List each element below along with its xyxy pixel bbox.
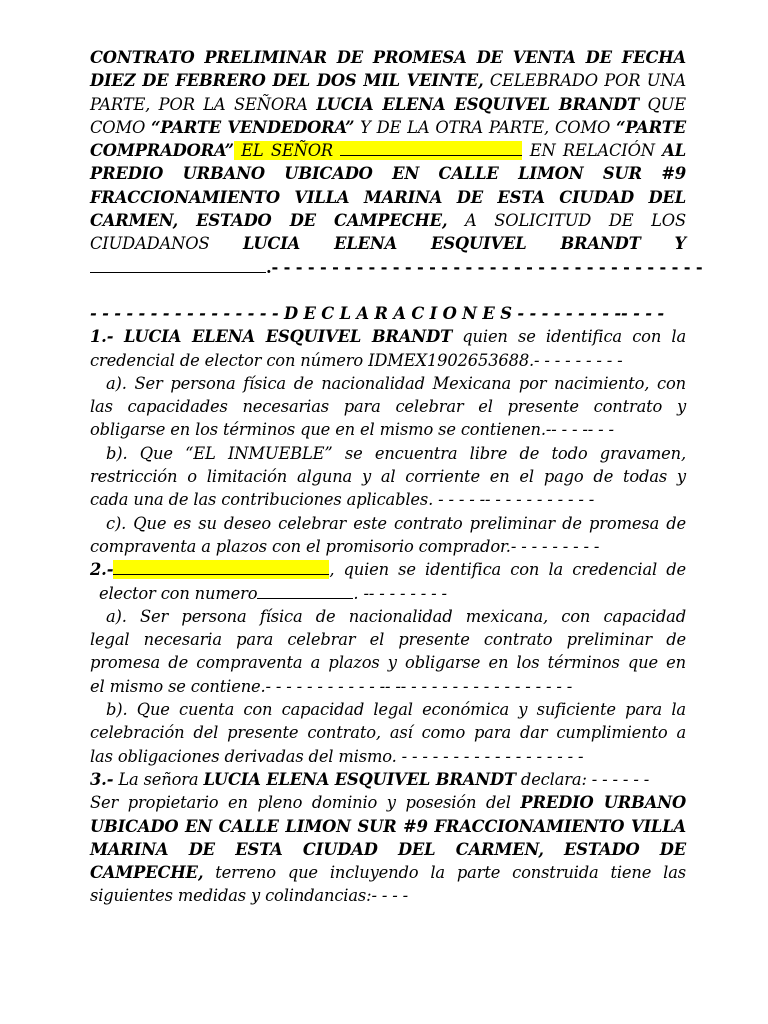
d3-text: declara: - - - - - - xyxy=(515,769,650,789)
header-text: A SOLICITUD DE LOS xyxy=(447,211,686,231)
d2-a-line-1: a). Ser persona física de nacionalidad mexicana, con capacidad xyxy=(106,606,686,626)
d1-text: quien se identifica con la xyxy=(452,327,686,347)
d1-name: LUCIA ELENA ESQUIVEL BRANDT xyxy=(113,327,453,347)
header-line-8 xyxy=(90,209,686,232)
d2-text: , quien se identifica con la credencial de xyxy=(329,560,686,580)
dash-filler: . -- - - - - - - - xyxy=(353,583,447,603)
buyer-role: “PARTE xyxy=(616,117,686,137)
header-text: Y DE LA OTRA PARTE, COMO xyxy=(354,117,617,137)
d3-line-3: UBICADO EN CALLE LIMON SUR #9 FRACCIONAMIENTO VILLA xyxy=(90,816,686,836)
header-line-9 xyxy=(90,232,686,255)
d2-number: 2.- xyxy=(90,560,114,580)
d1-line-1 xyxy=(90,325,686,348)
d2-line-1 xyxy=(90,558,686,581)
d2-line-2 xyxy=(90,582,686,605)
d1-a-line-3: obligarse en los términos que en el mismo se contienen.-- - - -- - - xyxy=(90,420,614,440)
d1-b-line-3: cada una de las contribuciones aplicables. - - - - -- - - - - - - - - - - xyxy=(90,490,595,510)
d1-c-line-2: compraventa a plazos con el promisorio comprador.- - - - - - - - - xyxy=(90,536,600,556)
header-line-10 xyxy=(90,256,703,279)
d2-a-line-2: legal necesaria para celebrar el presente contrato preliminar de xyxy=(90,630,686,650)
d2-b-line-2: celebración del presente contrato, así como para dar cumplimiento a xyxy=(90,723,686,743)
buyer-highlight xyxy=(234,141,523,160)
header-line-1: CONTRATO PRELIMINAR DE PROMESA DE VENTA DE FECHA xyxy=(90,48,686,67)
header-line-5 xyxy=(90,139,686,162)
d3-number: 3.- xyxy=(90,769,114,789)
header-text: AL xyxy=(662,141,686,161)
dash-filler: .- - - - - - - - - - - - - - - - - - - - - - - - - - - - - - - - - - - - xyxy=(266,257,703,277)
declaraciones-title: - - - - - - - - - - - - - - - - D E C L A R A C I O N E S - - - - - - - - -- - - - xyxy=(90,303,664,323)
d2-a-line-3: promesa de compraventa a plazos y obligarse en los términos que en xyxy=(90,653,686,673)
d2-b-line-3: las obligaciones derivadas del mismo. - - - - - - - - - - - - - - - - - - xyxy=(90,746,584,766)
d3-line-1 xyxy=(90,768,686,791)
d1-number: 1.- xyxy=(90,327,114,347)
header-text: EN RELACIÓN xyxy=(522,141,663,161)
header-text: CIUDADANOS xyxy=(90,234,243,254)
date-phrase: DIEZ DE FEBRERO DEL DOS MIL VEINTE, xyxy=(90,71,484,91)
header-line-6: PREDIO URBANO UBICADO EN CALLE LIMON SUR #9 xyxy=(90,164,686,184)
d3-text: Ser propietario en pleno dominio y posesión del xyxy=(90,793,521,813)
d3-property: CAMPECHE, xyxy=(90,863,204,883)
header-line-3 xyxy=(90,93,686,116)
seller-name: LUCIA ELENA ESQUIVEL BRANDT xyxy=(316,94,639,114)
seller-role: “PARTE VENDEDORA” xyxy=(151,117,355,137)
d2-elector-number-blank xyxy=(257,584,353,599)
d2-name-blank xyxy=(113,560,329,575)
buyer-label: EL SEÑOR xyxy=(233,141,341,161)
d3-text: La señora xyxy=(113,769,204,789)
d3-line-4: MARINA DE ESTA CIUDAD DEL CARMEN, ESTADO DE xyxy=(90,839,686,859)
d2-b-line-1: b). Que cuenta con capacidad legal económica y suficiente para la xyxy=(106,700,686,720)
d1-a-line-2: las capacidades necesarias para celebrar el presente contrato y xyxy=(90,397,686,417)
d2-name-highlight xyxy=(113,560,329,579)
d1-line-2: credencial de elector con número IDMEX1902653688.- - - - - - - - - xyxy=(90,350,623,370)
d2-a-line-4: el mismo se contiene.- - - - - - - - - - - -- -- - - - - - - - - - - - - - - - - xyxy=(90,676,573,696)
header-text: CELEBRADO POR UNA xyxy=(483,71,686,91)
header-line-2 xyxy=(90,69,686,92)
contract-document xyxy=(90,46,703,908)
header-text: COMO xyxy=(90,117,152,137)
header-text: PARTE, POR LA SEÑORA xyxy=(90,94,317,114)
d1-a-line-1: a). Ser persona física de nacionalidad Mexicana por nacimiento, con xyxy=(106,373,686,393)
d3-line-6: siguientes medidas y colindancias:- - - - xyxy=(90,886,408,906)
d1-b-line-1: b). Que “EL INMUEBLE” se encuentra libre de todo gravamen, xyxy=(106,443,686,463)
d3-text: terreno que incluyendo la parte construida tiene las xyxy=(203,863,686,883)
header-line-7: FRACCIONAMIENTO VILLA MARINA DE ESTA CIUDAD DEL xyxy=(90,187,686,207)
d3-property: PREDIO URBANO xyxy=(520,793,686,813)
d1-b-line-2: restricción o limitación alguna y al corriente en el pago de todas y xyxy=(90,467,686,487)
buyer-role: COMPRADORA” xyxy=(90,141,234,161)
d3-name: LUCIA ELENA ESQUIVEL BRANDT xyxy=(203,769,516,789)
d2-text: elector con numero xyxy=(99,583,258,603)
d1-c-line-1: c). Que es su deseo celebrar este contrato preliminar de promesa de xyxy=(106,513,686,533)
property-location: CARMEN, ESTADO DE CAMPECHE, xyxy=(90,211,448,231)
citizens-names: LUCIA ELENA ESQUIVEL BRANDT Y xyxy=(242,234,686,254)
header-text: QUE xyxy=(639,94,686,114)
d3-line-2 xyxy=(90,791,686,814)
spacer xyxy=(90,279,686,302)
buyer-name-blank xyxy=(340,141,522,156)
second-citizen-blank xyxy=(90,258,266,273)
d3-line-5 xyxy=(90,861,686,884)
header-line-4 xyxy=(90,116,686,139)
